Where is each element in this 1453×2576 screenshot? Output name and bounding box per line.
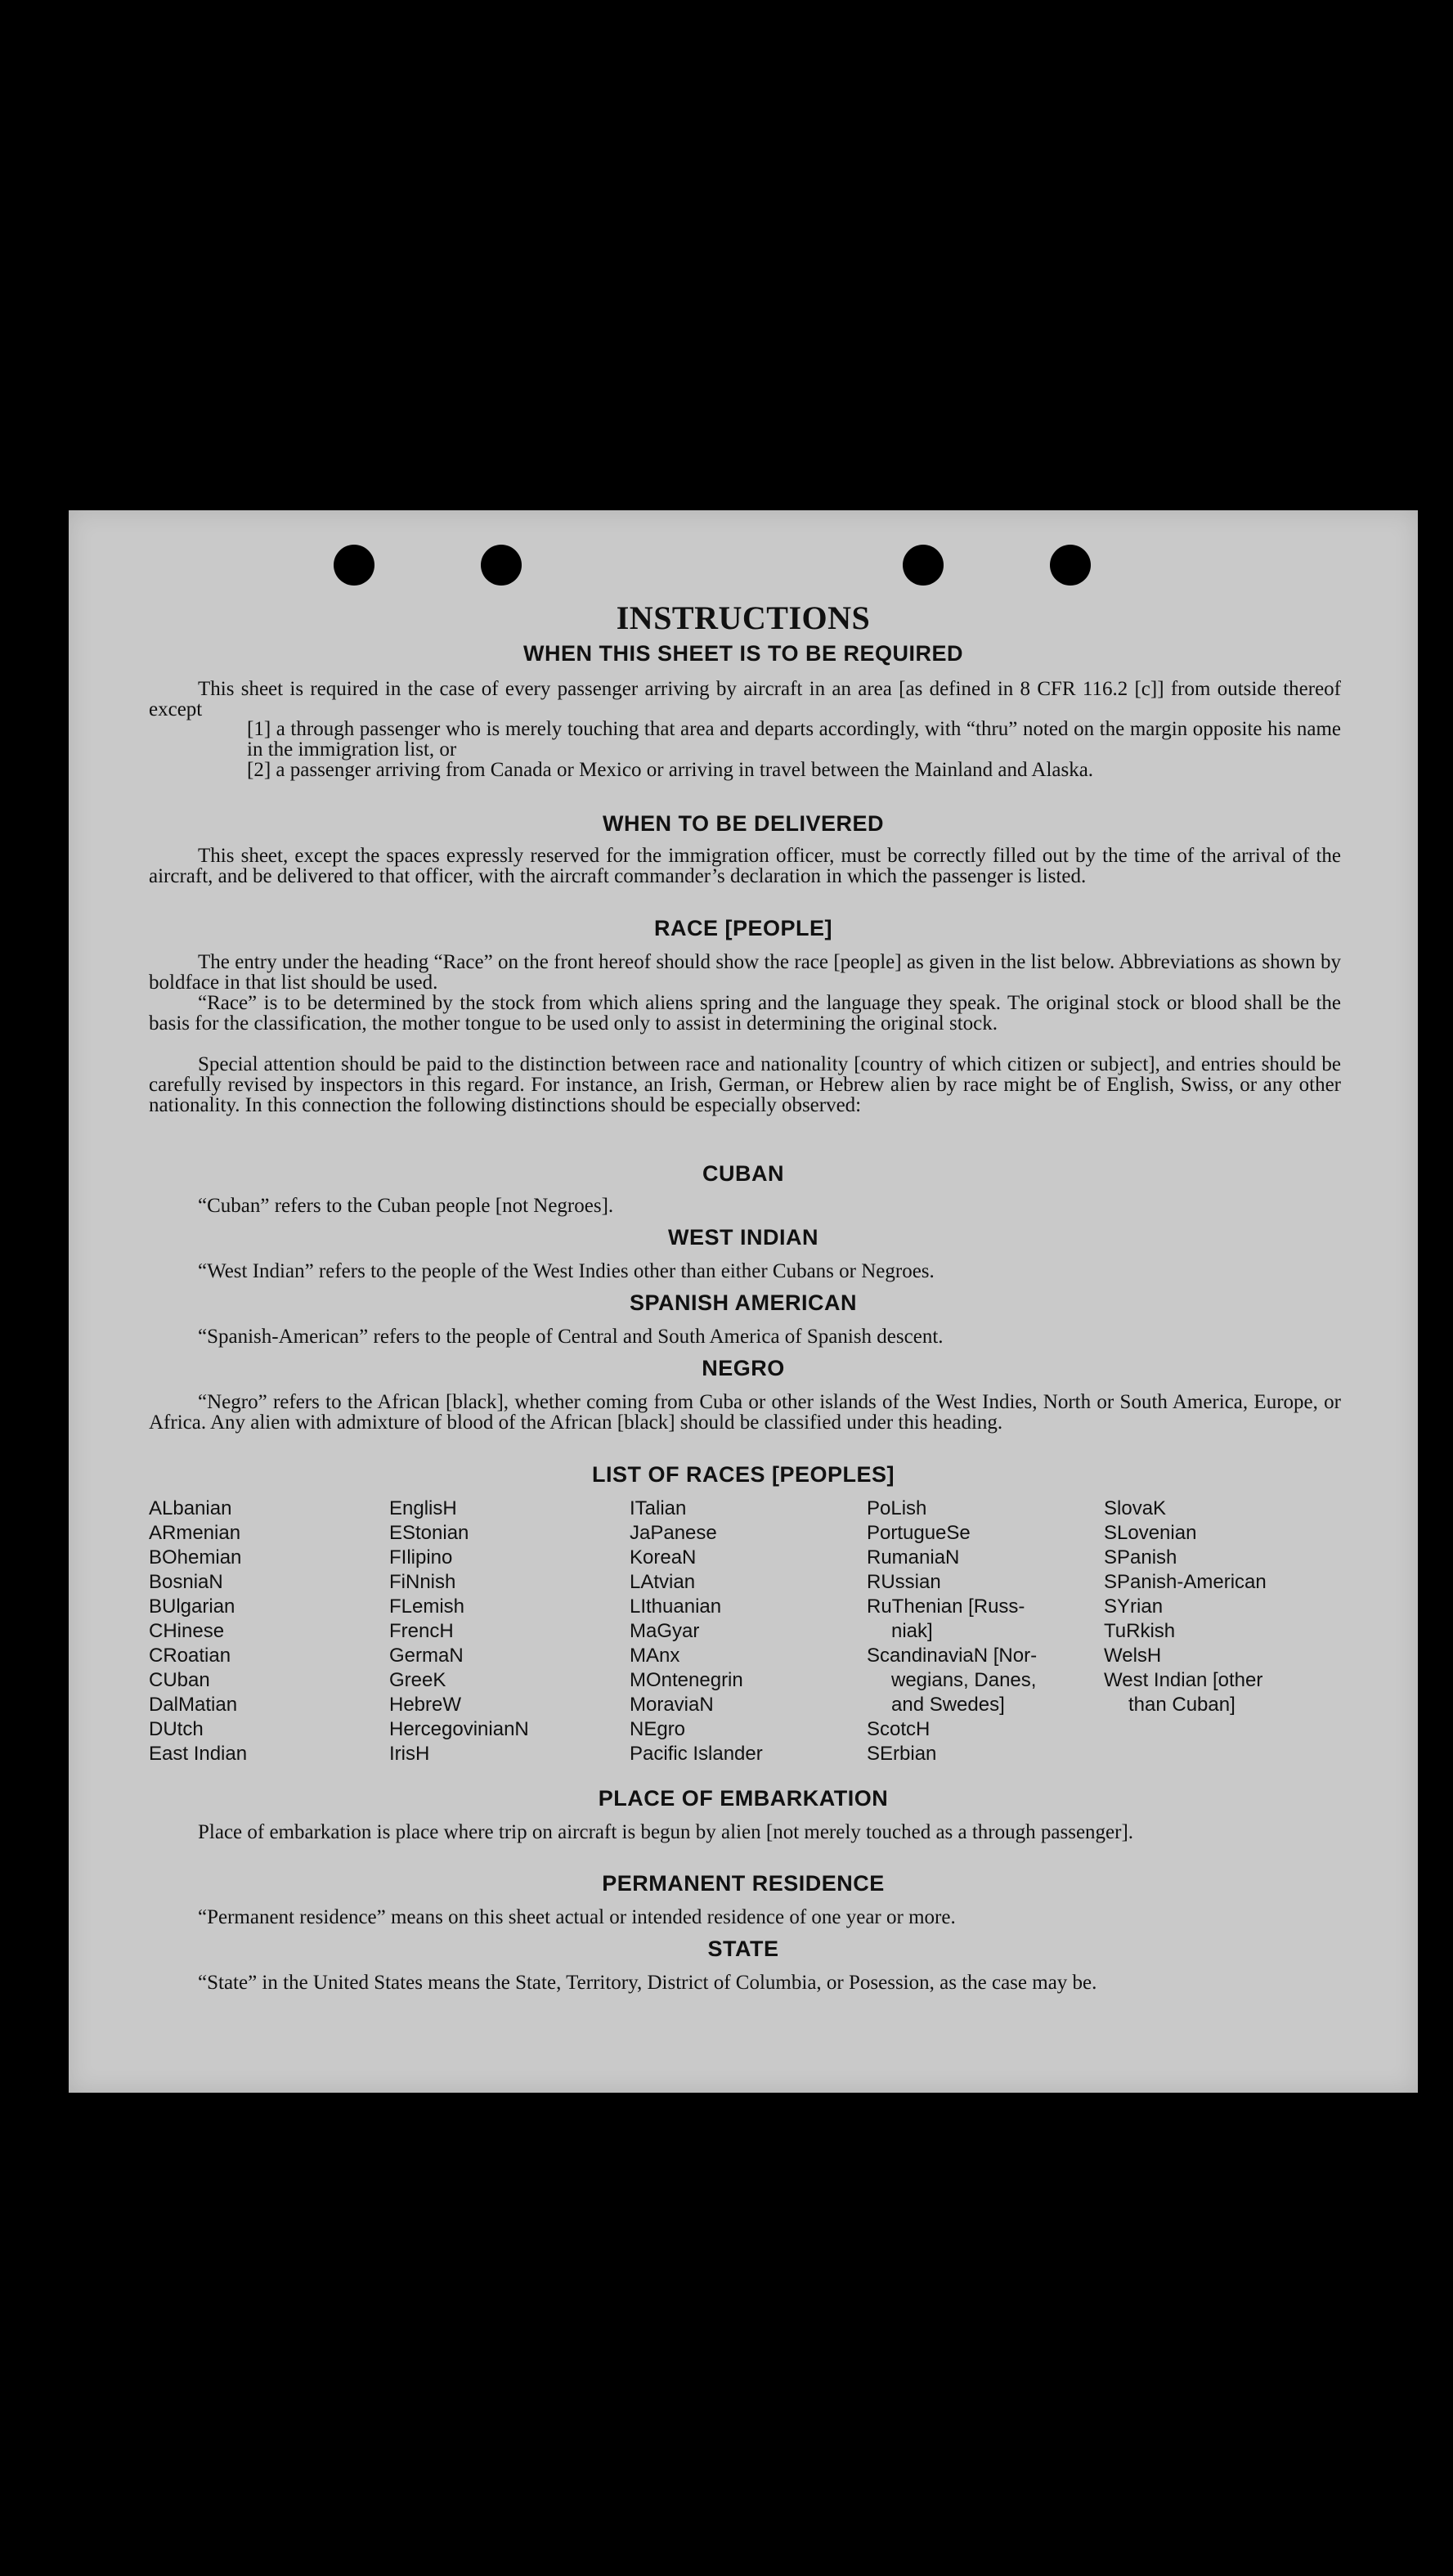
heading-list-of-races: LIST OF RACES [PEOPLES] <box>591 1462 895 1487</box>
race-item: LAtvian <box>630 1571 696 1593</box>
heading-place-of-embarkation: PLACE OF EMBARKATION <box>598 1786 889 1811</box>
heading-state: STATE <box>707 1936 779 1961</box>
race-item: FrencH <box>389 1620 454 1642</box>
race-item: RuThenian [Russ- <box>867 1595 1025 1618</box>
race-item: DUtch <box>149 1718 204 1740</box>
race-item: EnglisH <box>389 1497 457 1519</box>
race-item: MoraviaN <box>630 1694 714 1716</box>
race-item: SLovenian <box>1104 1522 1197 1544</box>
race-item: MaGyar <box>630 1620 700 1642</box>
heading-permanent-residence: PERMANENT RESIDENCE <box>602 1871 885 1896</box>
negro-text: “Negro” refers to the African [black], whether coming from Cuba or other islands of the West Indies, North or South America, Europe, or Africa. Any alien with admixture of blood of the African [black] should be classified under this heading. <box>149 1391 1341 1434</box>
race-item: BosniaN <box>149 1571 223 1593</box>
race-item: EStonian <box>389 1522 469 1544</box>
west-indian-text: “West Indian” refers to the people of the West Indies other than either Cubans or Negroes. <box>198 1260 935 1282</box>
race-item: CRoatian <box>149 1645 231 1667</box>
race-item: CUban <box>149 1669 210 1691</box>
race-item: PortugueSe <box>867 1522 971 1544</box>
heading-cuban: CUBAN <box>702 1161 784 1186</box>
races-column-1 <box>149 1497 247 1766</box>
state-text: “State” in the United States means the State, Territory, District of Columbia, or Posession, as the case may be. <box>198 1972 1097 1994</box>
heading-when-delivered: WHEN TO BE DELIVERED <box>602 811 885 836</box>
race-item: GreeK <box>389 1669 446 1691</box>
race-item: WelsH <box>1104 1645 1162 1667</box>
race-paragraph-2: “Race” is to be determined by the stock from which aliens spring and the language they speak. The original stock or blood shall be the basis for the classification, the mother tongue to be used only to assist in determining the original stock. <box>149 992 1341 1034</box>
race-item: ITalian <box>630 1497 687 1519</box>
race-item: SlovaK <box>1104 1497 1167 1519</box>
race-item-continuation: than Cuban] <box>1128 1694 1235 1716</box>
residence-text: “Permanent residence” means on this sheet actual or intended residence of one year or more. <box>198 1906 956 1928</box>
when-required-item-1: [1] a through passenger who is merely touching that area and departs accordingly, with “thru” noted on the margin opposite his name in the immigration list, or <box>247 718 1341 761</box>
race-paragraph-3: Special attention should be paid to the distinction between race and nationality [country of which citizen or subject], and entries should be carefully revised by inspectors in this regard. For instance, an Irish, German, or Hebrew alien by race might be of English, Swiss, or any other nationality. In this connection the following distinctions should be especially observed: <box>149 1053 1341 1116</box>
races-column-5 <box>1104 1497 1267 1717</box>
race-item: IrisH <box>389 1743 430 1765</box>
race-item: West Indian [other <box>1104 1669 1263 1691</box>
race-item: East Indian <box>149 1743 248 1765</box>
race-item: SPanish-American <box>1104 1571 1267 1593</box>
document-title: INSTRUCTIONS <box>616 599 871 636</box>
races-column-2 <box>389 1497 529 1766</box>
race-item: MAnx <box>630 1645 680 1667</box>
race-item: GermaN <box>389 1645 464 1667</box>
race-item: Pacific Islander <box>630 1743 763 1765</box>
race-item: FIlipino <box>389 1546 453 1568</box>
race-item: NEgro <box>630 1718 686 1740</box>
when-delivered-text: This sheet, except the spaces expressly reserved for the immigration officer, must be correctly filled out by the time of the arrival of the aircraft, and be delivered to that officer, with the aircraft commander’s declaration in which the passenger is listed. <box>149 845 1341 887</box>
instructions-content <box>69 510 1418 2093</box>
heading-spanish-american: SPANISH AMERICAN <box>629 1290 857 1315</box>
cuban-text: “Cuban” refers to the Cuban people [not Negroes]. <box>198 1195 614 1217</box>
heading-negro: NEGRO <box>702 1356 785 1380</box>
race-item: ARmenian <box>149 1522 241 1544</box>
race-item: HercegovinianN <box>389 1718 529 1740</box>
race-item: MOntenegrin <box>630 1669 743 1691</box>
when-required-item-2: [2] a passenger arriving from Canada or Mexico or arriving in travel between the Mainland and Alaska. <box>247 759 1094 781</box>
race-item: DalMatian <box>149 1694 238 1716</box>
race-item-continuation: niak] <box>891 1620 933 1642</box>
heading-when-required: WHEN THIS SHEET IS TO BE REQUIRED <box>522 641 964 666</box>
race-item: SYrian <box>1104 1595 1164 1618</box>
race-item: TuRkish <box>1104 1620 1176 1642</box>
races-column-3 <box>630 1497 763 1766</box>
race-item: PoLish <box>867 1497 927 1519</box>
race-item-continuation: and Swedes] <box>891 1694 1005 1716</box>
spanish-american-text: “Spanish-American” refers to the people of Central and South America of Spanish descent. <box>198 1326 944 1348</box>
race-item: SErbian <box>867 1743 937 1765</box>
races-column-4 <box>867 1497 1037 1766</box>
race-item: HebreW <box>389 1694 462 1716</box>
heading-west-indian: WEST INDIAN <box>668 1225 818 1250</box>
race-item: SPanish <box>1104 1546 1177 1568</box>
document-page <box>69 510 1418 2093</box>
race-item: BUlgarian <box>149 1595 235 1618</box>
race-item: ScotcH <box>867 1718 931 1740</box>
race-item: FLemish <box>389 1595 465 1618</box>
when-required-intro: This sheet is required in the case of every passenger arriving by aircraft in an area [as defined in 8 CFR 116.2 [c]] from outside thereof except <box>149 678 1341 720</box>
race-item: RUssian <box>867 1571 941 1593</box>
heading-race: RACE [PEOPLE] <box>653 916 833 940</box>
race-item: LIthuanian <box>630 1595 722 1618</box>
race-item: FiNnish <box>389 1571 456 1593</box>
race-item: ScandinaviaN [Nor- <box>867 1645 1038 1667</box>
race-item: RumaniaN <box>867 1546 960 1568</box>
race-item: ALbanian <box>149 1497 232 1519</box>
race-item: KoreaN <box>630 1546 697 1568</box>
race-item: BOhemian <box>149 1546 242 1568</box>
race-item: JaPanese <box>630 1522 717 1544</box>
race-paragraph-1: The entry under the heading “Race” on the front hereof should show the race [people] as given in the list below. Abbreviations as shown by boldface in that list should be used. <box>149 951 1341 994</box>
embarkation-text: Place of embarkation is place where trip on aircraft is begun by alien [not merely touched as a through passenger]. <box>198 1821 1134 1843</box>
race-item-continuation: wegians, Danes, <box>891 1669 1037 1691</box>
race-item: CHinese <box>149 1620 225 1642</box>
